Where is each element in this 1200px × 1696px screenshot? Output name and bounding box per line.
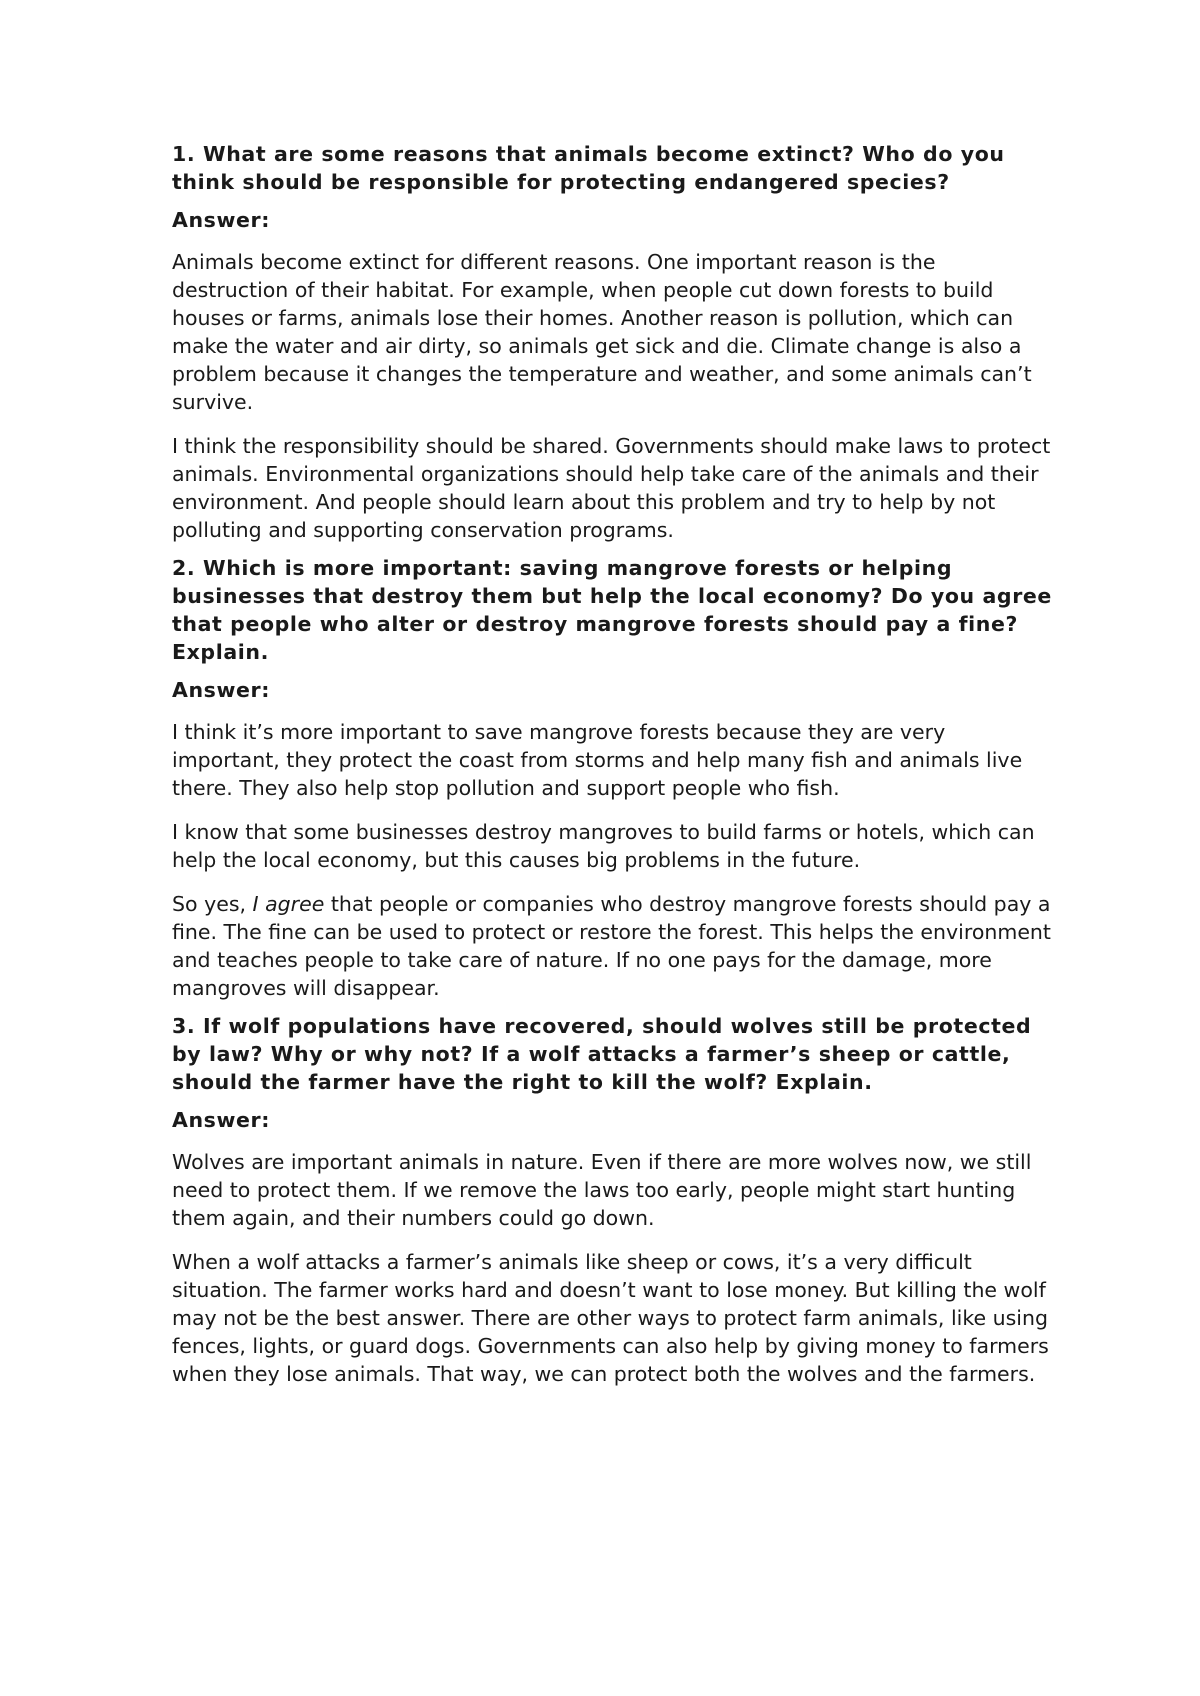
section-1 — [172, 140, 1052, 544]
answer-2-paragraph-2: I know that some businesses destroy mangroves to build farms or hotels, which can help the local economy, but this causes big problems in the future. — [172, 820, 1035, 872]
answer-3-paragraph-1: Wolves are important animals in nature. Even if there are more wolves now, we still need to protect them. If we remove the laws too early, people might start hunting them again, and their numbers could go down. — [172, 1150, 1032, 1230]
answer-1-paragraph-1: Animals become extinct for different reasons. One important reason is the destruction of their habitat. For example, when people cut down forests to build houses or farms, animals lose their homes. Another reason is pollution, which can make the water and air dirty, so animals get sick and die. Climate change is also a problem because it changes the temperature and weather, and some animals can’t survive. — [172, 250, 1032, 414]
section-2 — [172, 554, 1052, 1002]
answer-label-1: Answer: — [172, 208, 271, 232]
answer-label-3: Answer: — [172, 1108, 271, 1132]
answer-3-paragraph-2: When a wolf attacks a farmer’s animals like sheep or cows, it’s a very difficult situation. The farmer works hard and doesn’t want to lose money. But killing the wolf may not be the best answer. There are other ways to protect farm animals, like using fences, lights, or guard dogs. Governments can also help by giving money to farmers when they lose animals. That way, we can protect both the wolves and the farmers. — [172, 1250, 1049, 1386]
question-2: 2. Which is more important: saving mangrove forests or helping businesses that destroy them but help the local economy? Do you agree that people who alter or destroy mangrove forests should pay a fine? Explain. — [172, 556, 1052, 664]
section-3 — [172, 1012, 1052, 1388]
answer-2-paragraph-3-rest: that people or companies who destroy mangrove forests should pay a fine. The fine can be used to protect or restore the forest. This helps the environment and teaches people to take care of nature. If no one pays for the damage, more mangroves will disappear. — [172, 892, 1051, 1000]
answer-2-paragraph-3 — [172, 890, 1052, 1002]
answer-2-paragraph-1: I think it’s more important to save mangrove forests because they are very important, they protect the coast from storms and help many fish and animals live there. They also help stop pollution and support people who fish. — [172, 720, 1023, 800]
answer-2-paragraph-3-prefix: So yes, — [172, 892, 253, 916]
question-1: 1. What are some reasons that animals become extinct? Who do you think should be responsible for protecting endangered species? — [172, 142, 1005, 194]
answer-1-paragraph-2: I think the responsibility should be shared. Governments should make laws to protect animals. Environmental organizations should help take care of the animals and their environment. And people should learn about this problem and try to help by not polluting and supporting conservation programs. — [172, 434, 1051, 542]
document-page — [172, 140, 1052, 1398]
answer-label-2: Answer: — [172, 678, 271, 702]
answer-2-paragraph-3-emphasis: I agree — [252, 892, 325, 916]
question-3: 3. If wolf populations have recovered, should wolves still be protected by law? Why or why not? If a wolf attacks a farmer’s sheep or cattle, should the farmer have the right to kill the wolf? Explain. — [172, 1014, 1032, 1094]
